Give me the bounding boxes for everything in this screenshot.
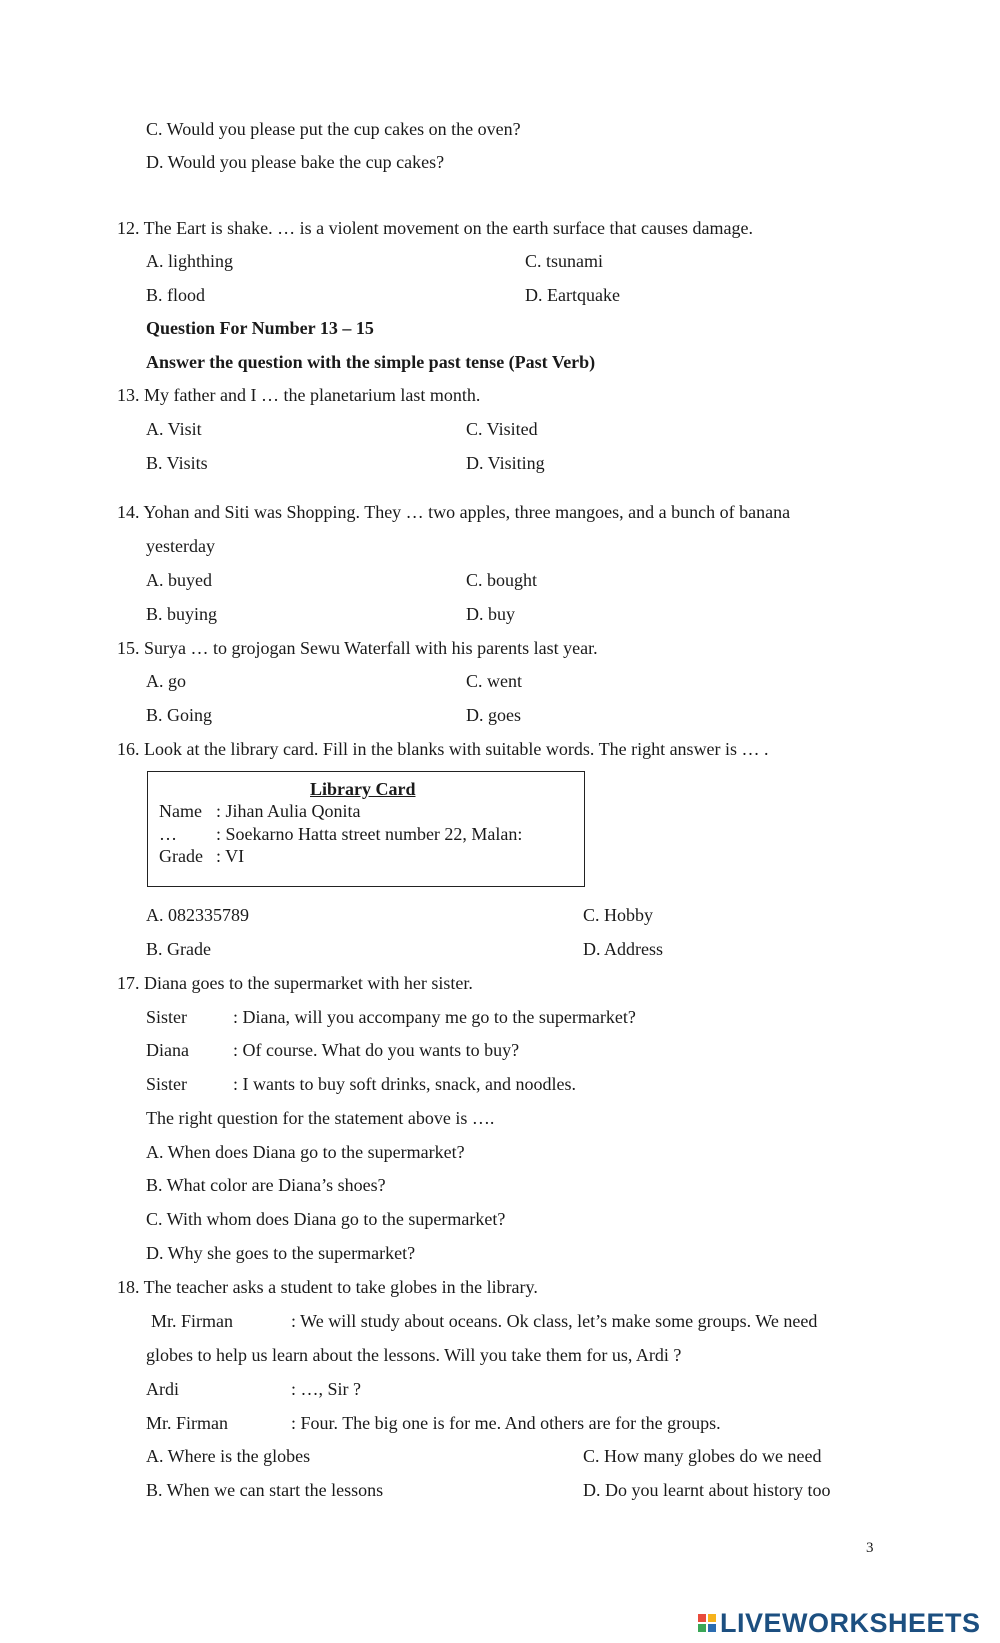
q18-option-d: D. Do you learnt about history too bbox=[583, 1480, 831, 1500]
library-card-value-address: : Soekarno Hatta street number 22, Malan: bbox=[216, 824, 523, 844]
q18-line-2: : …, Sir ? bbox=[291, 1379, 361, 1399]
q16-option-d: D. Address bbox=[583, 939, 663, 959]
library-card-value-name: : Jihan Aulia Qonita bbox=[216, 801, 361, 821]
q14-option-b: B. buying bbox=[146, 604, 218, 624]
q13-option-d: D. Visiting bbox=[466, 453, 545, 473]
q17-option-c: C. With whom does Diana go to the supermarket? bbox=[146, 1209, 506, 1229]
q18-line-1a: : We will study about oceans. Ok class, let’s make some groups. We need bbox=[291, 1311, 818, 1331]
q16-option-b: B. Grade bbox=[146, 939, 211, 959]
q17-dialog-line-2: : Of course. What do you wants to buy? bbox=[233, 1040, 520, 1060]
liveworksheets-logo-text: LIVEWORKSHEETS bbox=[720, 1607, 981, 1638]
q17-option-d: D. Why she goes to the supermarket? bbox=[146, 1243, 416, 1263]
q18-option-c: C. How many globes do we need bbox=[583, 1446, 822, 1466]
q17-stem: 17. Diana goes to the supermarket with her sister. bbox=[117, 973, 473, 993]
q15-option-b: B. Going bbox=[146, 705, 213, 725]
liveworksheets-logo bbox=[698, 1608, 981, 1638]
section-heading: Question For Number 13 – 15 bbox=[146, 318, 374, 338]
q14-stem-line-1: 14. Yohan and Siti was Shopping. They … two apples, three mangoes, and a bunch of banana bbox=[117, 502, 791, 522]
q13-option-b: B. Visits bbox=[146, 453, 208, 473]
q15-stem: 15. Surya … to grojogan Sewu Waterfall with his parents last year. bbox=[117, 638, 598, 658]
q17-dialog-line-3: : I wants to buy soft drinks, snack, and noodles. bbox=[233, 1074, 576, 1094]
q16-stem: 16. Look at the library card. Fill in the blanks with suitable words. The right answer is … . bbox=[117, 739, 769, 759]
q17-dialog-line-1: : Diana, will you accompany me go to the supermarket? bbox=[233, 1007, 636, 1027]
q18-line-1b: globes to help us learn about the lessons. Will you take them for us, Ardi ? bbox=[146, 1345, 682, 1365]
q12-option-d: D. Eartquake bbox=[525, 285, 620, 305]
q14-stem-line-2: yesterday bbox=[146, 536, 215, 556]
library-card-value-grade: : VI bbox=[216, 846, 245, 866]
q18-speaker-3: Mr. Firman bbox=[146, 1413, 229, 1433]
q18-stem: 18. The teacher asks a student to take globes in the library. bbox=[117, 1277, 538, 1297]
q17-dialog-speaker-1: Sister bbox=[146, 1007, 188, 1027]
library-card-title: Library Card bbox=[310, 779, 416, 799]
q11-option-c: C. Would you please put the cup cakes on the oven? bbox=[146, 119, 521, 139]
library-card bbox=[147, 771, 585, 887]
q13-option-c: C. Visited bbox=[466, 419, 538, 439]
library-card-label-blank: … bbox=[159, 824, 177, 844]
q12-option-c: C. tsunami bbox=[525, 251, 604, 271]
q13-stem: 13. My father and I … the planetarium last month. bbox=[117, 385, 481, 405]
q18-speaker-2: Ardi bbox=[146, 1379, 179, 1399]
q12-option-b: B. flood bbox=[146, 285, 206, 305]
page-number: 3 bbox=[866, 1540, 874, 1556]
q17-prompt: The right question for the statement above is …. bbox=[146, 1108, 495, 1128]
q15-option-c: C. went bbox=[466, 671, 522, 691]
q15-option-d: D. goes bbox=[466, 705, 521, 725]
q12-option-a: A. lighthing bbox=[146, 251, 234, 271]
section-instruction: Answer the question with the simple past tense (Past Verb) bbox=[146, 352, 596, 372]
q17-option-b: B. What color are Diana’s shoes? bbox=[146, 1175, 386, 1195]
q18-option-b: B. When we can start the lessons bbox=[146, 1480, 384, 1500]
q13-option-a: A. Visit bbox=[146, 419, 202, 439]
q18-line-3: : Four. The big one is for me. And others are for the groups. bbox=[291, 1413, 721, 1433]
q17-option-a: A. When does Diana go to the supermarket? bbox=[146, 1142, 465, 1162]
q17-dialog-speaker-2: Diana bbox=[146, 1040, 189, 1060]
q11-option-d: D. Would you please bake the cup cakes? bbox=[146, 152, 445, 172]
q14-option-c: C. bought bbox=[466, 570, 538, 590]
q14-option-a: A. buyed bbox=[146, 570, 212, 590]
q18-speaker-1: Mr. Firman bbox=[151, 1311, 234, 1331]
q15-option-a: A. go bbox=[146, 671, 186, 691]
q12-stem: 12. The Eart is shake. … is a violent movement on the earth surface that causes damage. bbox=[117, 218, 753, 238]
q14-option-d: D. buy bbox=[466, 604, 515, 624]
liveworksheets-logo-icon bbox=[698, 1614, 716, 1632]
q17-dialog-speaker-3: Sister bbox=[146, 1074, 188, 1094]
library-card-label-grade: Grade bbox=[159, 846, 203, 866]
library-card-label-name: Name bbox=[159, 801, 202, 821]
q18-option-a: A. Where is the globes bbox=[146, 1446, 311, 1466]
q16-option-c: C. Hobby bbox=[583, 905, 654, 925]
q16-option-a: A. 082335789 bbox=[146, 905, 249, 925]
